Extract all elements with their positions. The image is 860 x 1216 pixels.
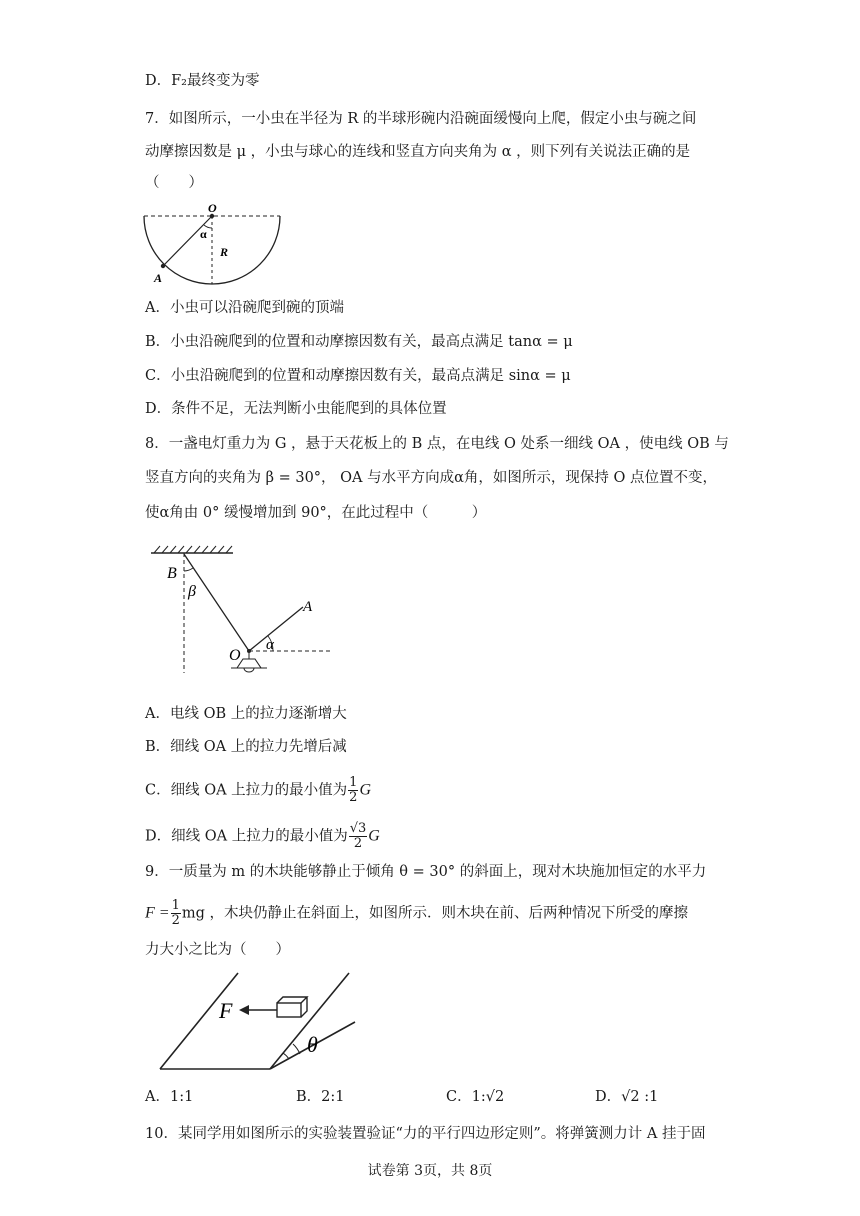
q8-option-a: A．电线 OB 上的拉力逐渐增大 [145,706,347,722]
q8-option-d-numerator: √3 [349,821,367,836]
q10-stem-line1: 10．某同学用如图所示的实验装置验证“力的平行四边形定则”。将弹簧测力计 A 挂于固 [145,1126,706,1142]
q8-stem-line1: 8．一盏电灯重力为 G ，悬于天花板上的 B 点，在电线 O 处系一细线 OA ，使电线 OB 与 [145,436,729,452]
q7-option-c: C．小虫沿碗爬到的位置和动摩擦因数有关，最高点满足 sinα = μ [145,368,571,384]
q9-stem-line2 [145,899,688,928]
q7-label-alpha: α [200,227,207,241]
q7-stem-line1: 7．如图所示，一小虫在半径为 R 的半球形碗内沿碗面缓慢向上爬，假定小虫与碗之间 [145,111,697,127]
q9-stem-line1: 9．一质量为 m 的木块能够静止于倾角 θ = 30° 的斜面上，现对木块施加恒定的水平力 [145,864,707,880]
q8-option-c-g: G [359,781,372,799]
q7-option-b: B．小虫沿碗爬到的位置和动摩擦因数有关，最高点满足 tanα = μ [145,334,573,350]
q8-option-d-fraction [349,822,368,851]
q7-label-a: A [154,271,163,285]
q9-stem-line3: 力大小之比为（ ） [145,942,290,958]
q8-label-b: B [167,565,177,582]
q9-label-f: F [219,998,233,1023]
q7-option-d: D．条件不足，无法判断小虫能爬到的具体位置 [145,401,447,417]
q9-label-theta: θ [307,1032,318,1057]
q7-answer-paren: （ ） [145,175,203,191]
q8-option-d-text: D．细线 OA 上拉力的最小值为 [145,828,348,845]
q7-label-o: O [208,201,217,215]
q8-stem-line3: 使α角由 0° 缓慢增加到 90°，在此过程中（ ） [145,505,487,521]
q7-option-a: A．小虫可以沿碗爬到碗的顶端 [145,300,344,316]
q8-label-o: O [229,647,241,664]
q8-option-d-g: G [368,827,380,845]
q9-option-b: B．2:1 [296,1089,345,1105]
q7-label-r: R [220,245,229,259]
q8-stem-line2: 竖直方向的夹角为 β = 30°， OA 与水平方向成α角，如图所示，现保持 O 点位置不变， [145,470,718,486]
q8-option-c-numerator: 1 [349,775,358,790]
q9-force-numerator: 1 [171,898,180,913]
q8-option-b: B．细线 OA 上的拉力先增后减 [145,739,347,755]
q8-option-d [145,822,380,851]
q9-option-c: C．1:√2 [446,1089,505,1105]
q8-label-beta: β [188,583,196,600]
q8-option-c-fraction [348,776,358,805]
q8-option-c-text: C．细线 OA 上拉力的最小值为 [145,782,348,799]
q9-force-lhs: F = [145,904,170,922]
q9-force-denominator: 2 [171,913,180,928]
q8-option-d-denominator: 2 [353,836,363,851]
q9-option-d: D．√2 :1 [595,1089,659,1105]
q8-option-c-denominator: 2 [349,790,358,805]
q8-lamp-figure [145,543,335,683]
q7-stem-line2: 动摩擦因数是 μ ，小虫与球心的连线和竖直方向夹角为 α ，则下列有关说法正确的是 [145,144,691,160]
q8-option-c [145,776,371,805]
q6-option-d: D．F₂最终变为零 [145,73,260,89]
q8-label-alpha: α [266,637,274,653]
q9-force-fraction [171,899,181,928]
q9-incline-figure [155,968,365,1073]
q9-option-a: A．1:1 [145,1089,194,1105]
page-footer: 试卷第 3页，共 8页 [367,1163,493,1179]
q7-bowl-figure [140,200,285,290]
q8-label-a: A [303,599,313,615]
q9-stem-line2-rest: mg ，木块仍静止在斜面上，如图所示．则木块在前、后两种情况下所受的摩擦 [181,905,688,922]
